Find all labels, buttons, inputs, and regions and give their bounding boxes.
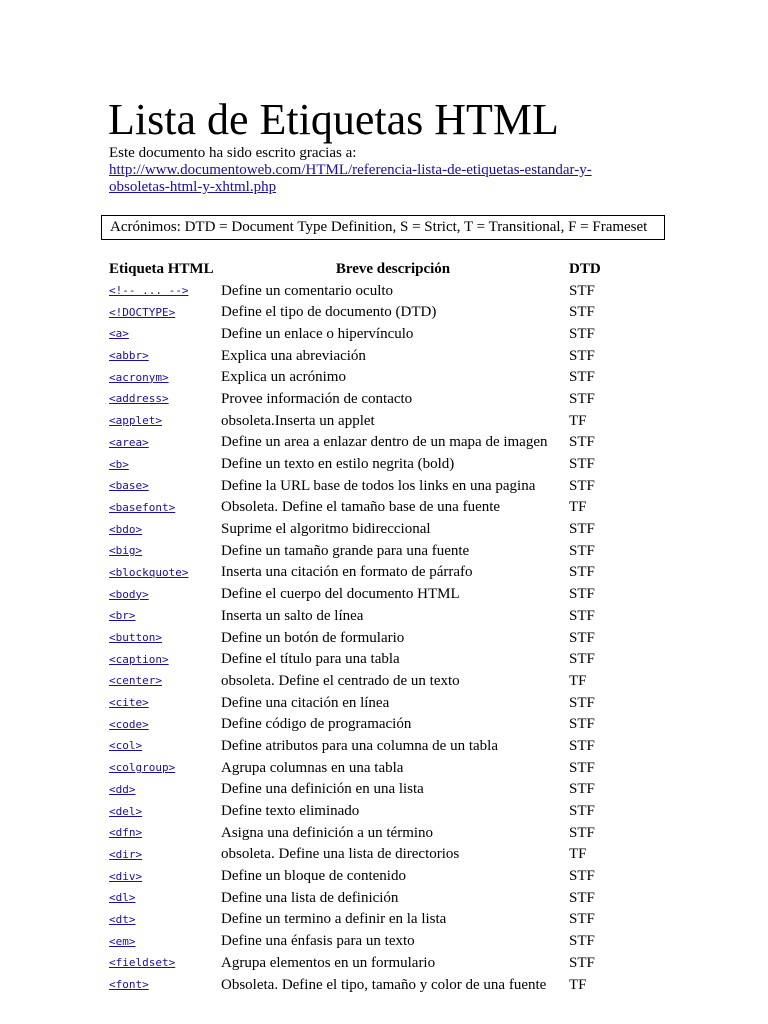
description-cell: Define un termino a definir en la lista xyxy=(221,911,447,928)
tag-link[interactable]: <!DOCTYPE> xyxy=(109,305,176,319)
description-cell: obsoleta.Inserta un applet xyxy=(221,412,375,429)
tags-table xyxy=(107,258,631,995)
tag-link[interactable]: <em> xyxy=(109,934,136,948)
dtd-cell: STF xyxy=(569,781,595,798)
description-cell: Agrupa elementos en un formulario xyxy=(221,954,436,971)
table-row xyxy=(107,844,631,866)
dtd-cell: STF xyxy=(569,586,595,603)
table-row xyxy=(107,930,631,952)
tag-link[interactable]: <colgroup> xyxy=(109,761,176,775)
description-cell: Define un area a enlazar dentro de un mapa de imagen xyxy=(221,434,548,451)
tag-link[interactable]: <button> xyxy=(109,631,162,645)
table-row xyxy=(107,779,631,801)
tag-cell xyxy=(107,605,219,627)
description-cell: Define un botón de formulario xyxy=(221,629,405,646)
intro xyxy=(109,145,649,196)
table-row xyxy=(107,800,631,822)
dtd-cell: STF xyxy=(569,477,595,494)
tag-link[interactable]: <caption> xyxy=(109,652,169,666)
tag-link[interactable]: <font> xyxy=(109,978,149,992)
page-title: Lista de Etiquetas HTML xyxy=(108,95,559,144)
description-cell: Define una citación en línea xyxy=(221,694,390,711)
description-cell: Define texto eliminado xyxy=(221,803,360,820)
description-cell: Define atributos para una columna de un tabla xyxy=(221,737,498,754)
table-row xyxy=(107,280,631,302)
description-cell: Inserta un salto de línea xyxy=(221,607,364,624)
tag-cell xyxy=(107,301,219,323)
tag-cell xyxy=(107,887,219,909)
dtd-cell: TF xyxy=(569,499,587,516)
dtd-cell: TF xyxy=(569,976,587,993)
table-row xyxy=(107,887,631,909)
tag-cell xyxy=(107,540,219,562)
dtd-cell: STF xyxy=(569,325,595,342)
dtd-cell: STF xyxy=(569,282,595,299)
description-cell: Obsoleta. Define el tipo, tamaño y color de una fuente xyxy=(221,976,547,993)
tag-cell xyxy=(107,583,219,605)
tag-cell xyxy=(107,822,219,844)
description-cell: Define el cuerpo del documento HTML xyxy=(221,586,460,603)
dtd-cell: STF xyxy=(569,694,595,711)
tag-cell xyxy=(107,974,219,996)
description-cell: Provee información de contacto xyxy=(221,390,413,407)
tag-cell xyxy=(107,518,219,540)
table-row xyxy=(107,692,631,714)
tag-cell xyxy=(107,345,219,367)
dtd-cell: TF xyxy=(569,846,587,863)
description-cell: Inserta una citación en formato de párrafo xyxy=(221,564,473,581)
tag-cell xyxy=(107,909,219,931)
tag-cell xyxy=(107,692,219,714)
tag-link[interactable]: <code> xyxy=(109,717,149,731)
dtd-cell: STF xyxy=(569,651,595,668)
tag-link[interactable]: <basefont> xyxy=(109,500,176,514)
header-dtd: DTD xyxy=(569,260,601,277)
tag-link[interactable]: <address> xyxy=(109,392,169,406)
tag-link[interactable]: <dir> xyxy=(109,847,143,861)
tag-cell xyxy=(107,930,219,952)
table-row xyxy=(107,627,631,649)
tag-cell xyxy=(107,865,219,887)
tag-link[interactable]: <bdo> xyxy=(109,522,143,536)
table-row xyxy=(107,453,631,475)
dtd-cell: STF xyxy=(569,759,595,776)
tag-cell xyxy=(107,952,219,974)
dtd-cell: TF xyxy=(569,412,587,429)
dtd-cell: STF xyxy=(569,954,595,971)
table-row xyxy=(107,345,631,367)
dtd-cell: STF xyxy=(569,347,595,364)
table-row xyxy=(107,540,631,562)
acronyms-box: Acrónimos: DTD = Document Type Definition, S = Strict, T = Transitional, F = Frameset xyxy=(101,215,665,240)
tag-cell xyxy=(107,757,219,779)
dtd-cell: STF xyxy=(569,521,595,538)
dtd-cell: STF xyxy=(569,803,595,820)
tag-link[interactable]: <a> xyxy=(109,327,129,341)
tag-cell xyxy=(107,366,219,388)
tag-cell xyxy=(107,432,219,454)
tag-link[interactable]: <dt> xyxy=(109,912,136,926)
table-row xyxy=(107,605,631,627)
table-body xyxy=(107,280,631,996)
dtd-cell: STF xyxy=(569,629,595,646)
table-row xyxy=(107,952,631,974)
description-cell: Define la URL base de todos los links en una pagina xyxy=(221,477,536,494)
description-cell: Define una definición en una lista xyxy=(221,781,424,798)
table-row xyxy=(107,757,631,779)
tag-link[interactable]: <!-- ... --> xyxy=(109,284,189,298)
dtd-cell: STF xyxy=(569,542,595,559)
table-row xyxy=(107,865,631,887)
dtd-cell: STF xyxy=(569,716,595,733)
dtd-cell: STF xyxy=(569,737,595,754)
tag-link[interactable]: <base> xyxy=(109,479,149,493)
table-row xyxy=(107,301,631,323)
tag-cell xyxy=(107,453,219,475)
tag-link[interactable]: <center> xyxy=(109,674,162,688)
table-row xyxy=(107,735,631,757)
tag-cell xyxy=(107,670,219,692)
table-row xyxy=(107,822,631,844)
header-description: Breve descripción xyxy=(335,260,451,277)
table-row xyxy=(107,670,631,692)
table-row xyxy=(107,974,631,996)
description-cell: obsoleta. Define el centrado de un texto xyxy=(221,672,460,689)
description-cell: Define una lista de definición xyxy=(221,889,399,906)
tag-cell xyxy=(107,779,219,801)
dtd-cell: STF xyxy=(569,868,595,885)
tag-cell xyxy=(107,800,219,822)
table-row xyxy=(107,410,631,432)
description-cell: Define un enlace o hipervínculo xyxy=(221,325,414,342)
description-cell: Define código de programación xyxy=(221,716,412,733)
description-cell: Define un texto en estilo negrita (bold) xyxy=(221,456,455,473)
tag-cell xyxy=(107,497,219,519)
table-row xyxy=(107,388,631,410)
tag-link[interactable]: <dl> xyxy=(109,891,136,905)
description-cell: Define el título para una tabla xyxy=(221,651,400,668)
table-header-row xyxy=(107,258,631,280)
dtd-cell: STF xyxy=(569,369,595,386)
table-row xyxy=(107,562,631,584)
table-row xyxy=(107,713,631,735)
table-row xyxy=(107,518,631,540)
description-cell: Define un bloque de contenido xyxy=(221,868,406,885)
table-row xyxy=(107,432,631,454)
description-cell: Explica una abreviación xyxy=(221,347,366,364)
tag-cell xyxy=(107,648,219,670)
description-cell: Define el tipo de documento (DTD) xyxy=(221,304,437,321)
description-cell: Agrupa columnas en una tabla xyxy=(221,759,404,776)
tag-link[interactable]: <b> xyxy=(109,457,129,471)
tag-cell xyxy=(107,735,219,757)
description-cell: obsoleta. Define una lista de directorios xyxy=(221,846,460,863)
tag-cell xyxy=(107,280,219,302)
tag-cell xyxy=(107,627,219,649)
description-cell: Define un comentario oculto xyxy=(221,282,394,299)
dtd-cell: STF xyxy=(569,390,595,407)
dtd-cell: TF xyxy=(569,672,587,689)
tag-cell xyxy=(107,410,219,432)
tag-link[interactable]: <col> xyxy=(109,739,143,753)
description-cell: Define una énfasis para un texto xyxy=(221,933,415,950)
dtd-cell: STF xyxy=(569,304,595,321)
tag-cell xyxy=(107,388,219,410)
tag-cell xyxy=(107,713,219,735)
tag-link[interactable]: <area> xyxy=(109,435,149,449)
tag-link[interactable]: <acronym> xyxy=(109,370,169,384)
table-row xyxy=(107,366,631,388)
dtd-cell: STF xyxy=(569,911,595,928)
tag-link[interactable]: <cite> xyxy=(109,696,149,710)
description-cell: Asigna una definición a un término xyxy=(221,824,434,841)
tag-cell xyxy=(107,475,219,497)
table-row xyxy=(107,475,631,497)
table-row xyxy=(107,497,631,519)
tag-link[interactable]: <applet> xyxy=(109,414,162,428)
tag-link[interactable]: <body> xyxy=(109,587,149,601)
tag-link[interactable]: <fieldset> xyxy=(109,956,176,970)
dtd-cell: STF xyxy=(569,434,595,451)
description-cell: Obsoleta. Define el tamaño base de una fuente xyxy=(221,499,501,516)
dtd-cell: STF xyxy=(569,824,595,841)
tag-link[interactable]: <br> xyxy=(109,609,136,623)
tag-link[interactable]: <blockquote> xyxy=(109,565,189,579)
dtd-cell: STF xyxy=(569,933,595,950)
dtd-cell: STF xyxy=(569,889,595,906)
intro-text: Este documento ha sido escrito gracias a: xyxy=(109,145,357,161)
dtd-cell: STF xyxy=(569,456,595,473)
description-cell: Suprime el algoritmo bidireccional xyxy=(221,521,431,538)
source-link[interactable]: http://www.documentoweb.com/HTML/referencia-lista-de-etiquetas-estandar-y-obsoletas-html-y-xhtml.php xyxy=(109,162,592,195)
description-cell: Define un tamaño grande para una fuente xyxy=(221,542,470,559)
table-row xyxy=(107,323,631,345)
tag-link[interactable]: <abbr> xyxy=(109,349,149,363)
tag-link[interactable]: <dfn> xyxy=(109,826,143,840)
tag-link[interactable]: <big> xyxy=(109,544,143,558)
tag-link[interactable]: <dd> xyxy=(109,782,136,796)
tag-cell xyxy=(107,562,219,584)
dtd-cell: STF xyxy=(569,564,595,581)
tag-cell xyxy=(107,323,219,345)
table-row xyxy=(107,583,631,605)
tag-link[interactable]: <div> xyxy=(109,869,143,883)
tag-cell xyxy=(107,844,219,866)
table-row xyxy=(107,909,631,931)
description-cell: Explica un acrónimo xyxy=(221,369,346,386)
header-tag: Etiqueta HTML xyxy=(109,260,214,277)
dtd-cell: STF xyxy=(569,607,595,624)
tag-link[interactable]: <del> xyxy=(109,804,143,818)
table-row xyxy=(107,648,631,670)
